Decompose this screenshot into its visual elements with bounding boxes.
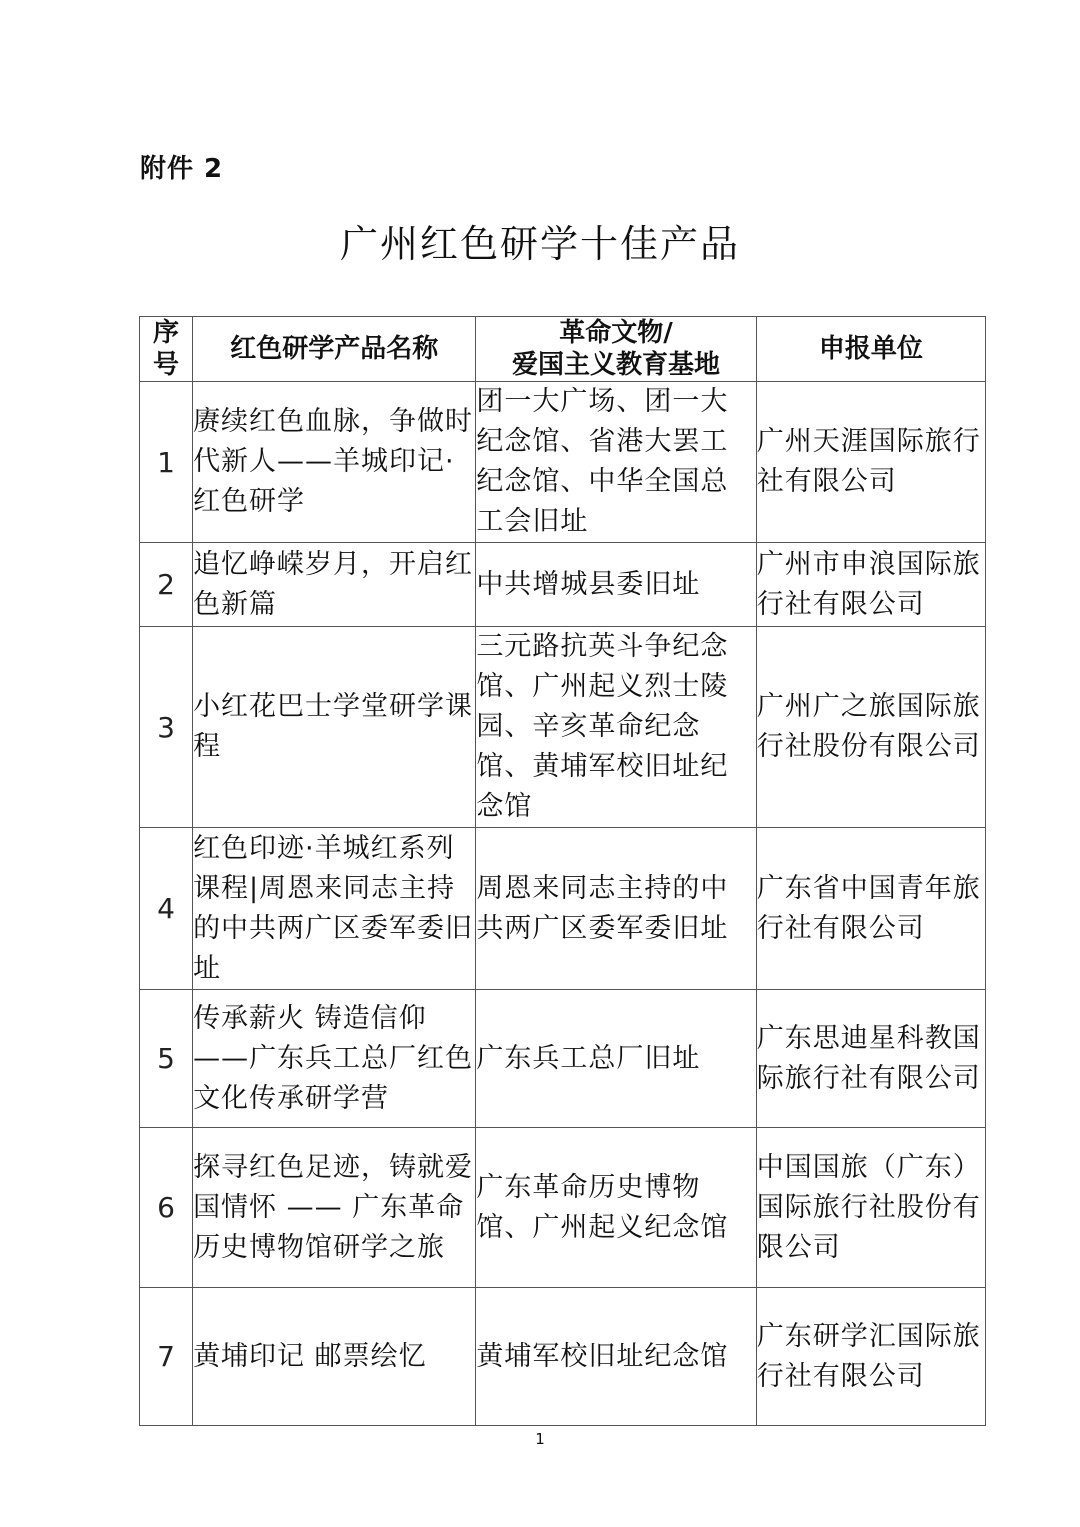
table-header-row bbox=[140, 317, 986, 382]
header-seq-line1: 序 bbox=[153, 318, 180, 348]
row-number: 4 bbox=[140, 828, 193, 990]
unit-cell: 广东研学汇国际旅行社有限公司 bbox=[756, 1288, 985, 1426]
row-number: 6 bbox=[140, 1128, 193, 1288]
base-cell: 中共增城县委旧址 bbox=[476, 543, 756, 627]
attachment-label: 附件 2 bbox=[140, 154, 224, 184]
table-row bbox=[140, 828, 986, 990]
header-base-line2: 爱国主义教育基地 bbox=[512, 350, 721, 380]
base-cell: 团一大广场、团一大纪念馆、省港大罢工纪念馆、中华全国总工会旧址 bbox=[476, 382, 756, 543]
table-row bbox=[140, 627, 986, 828]
header-product-name: 红色研学产品名称 bbox=[193, 317, 476, 382]
base-cell: 周恩来同志主持的中共两广区委军委旧址 bbox=[476, 828, 756, 990]
unit-cell: 广州市申浪国际旅行社有限公司 bbox=[756, 543, 985, 627]
base-cell: 三元路抗英斗争纪念馆、广州起义烈士陵园、辛亥革命纪念馆、黄埔军校旧址纪念馆 bbox=[476, 627, 756, 828]
base-cell: 广东革命历史博物馆、广州起义纪念馆 bbox=[476, 1128, 756, 1288]
unit-cell: 广州天涯国际旅行社有限公司 bbox=[756, 382, 985, 543]
base-cell: 广东兵工总厂旧址 bbox=[476, 990, 756, 1128]
table-row bbox=[140, 1128, 986, 1288]
document-title: 广州红色研学十佳产品 bbox=[339, 222, 740, 267]
header-base bbox=[476, 317, 756, 382]
product-name-cell: 红色印迹·羊城红系列课程|周恩来同志主持的中共两广区委军委旧址 bbox=[193, 828, 476, 990]
header-unit: 申报单位 bbox=[756, 317, 985, 382]
header-seq bbox=[140, 317, 193, 382]
page-number: 1 bbox=[535, 1430, 545, 1448]
table-row bbox=[140, 1288, 986, 1426]
table-row bbox=[140, 543, 986, 627]
row-number: 3 bbox=[140, 627, 193, 828]
base-cell: 黄埔军校旧址纪念馆 bbox=[476, 1288, 756, 1426]
table-row bbox=[140, 990, 986, 1128]
product-name-cell: 探寻红色足迹，铸就爱国情怀 —— 广东革命历史博物馆研学之旅 bbox=[193, 1128, 476, 1288]
row-number: 7 bbox=[140, 1288, 193, 1426]
unit-cell: 广东思迪星科教国际旅行社有限公司 bbox=[756, 990, 985, 1128]
row-number: 2 bbox=[140, 543, 193, 627]
header-seq-line2: 号 bbox=[153, 350, 180, 380]
unit-cell: 广州广之旅国际旅行社股份有限公司 bbox=[756, 627, 985, 828]
product-name-cell: 小红花巴士学堂研学课程 bbox=[193, 627, 476, 828]
product-name-cell: 追忆峥嵘岁月，开启红色新篇 bbox=[193, 543, 476, 627]
unit-cell: 广东省中国青年旅行社有限公司 bbox=[756, 828, 985, 990]
products-table bbox=[139, 316, 986, 1426]
unit-cell: 中国国旅（广东）国际旅行社股份有限公司 bbox=[756, 1128, 985, 1288]
row-number: 5 bbox=[140, 990, 193, 1128]
product-name-cell: 传承薪火 铸造信仰——广东兵工总厂红色文化传承研学营 bbox=[193, 990, 476, 1128]
product-name-cell: 黄埔印记 邮票绘忆 bbox=[193, 1288, 476, 1426]
table-row bbox=[140, 382, 986, 543]
product-name-cell: 赓续红色血脉，争做时代新人——羊城印记·红色研学 bbox=[193, 382, 476, 543]
header-base-line1: 革命文物/ bbox=[559, 318, 673, 348]
row-number: 1 bbox=[140, 382, 193, 543]
